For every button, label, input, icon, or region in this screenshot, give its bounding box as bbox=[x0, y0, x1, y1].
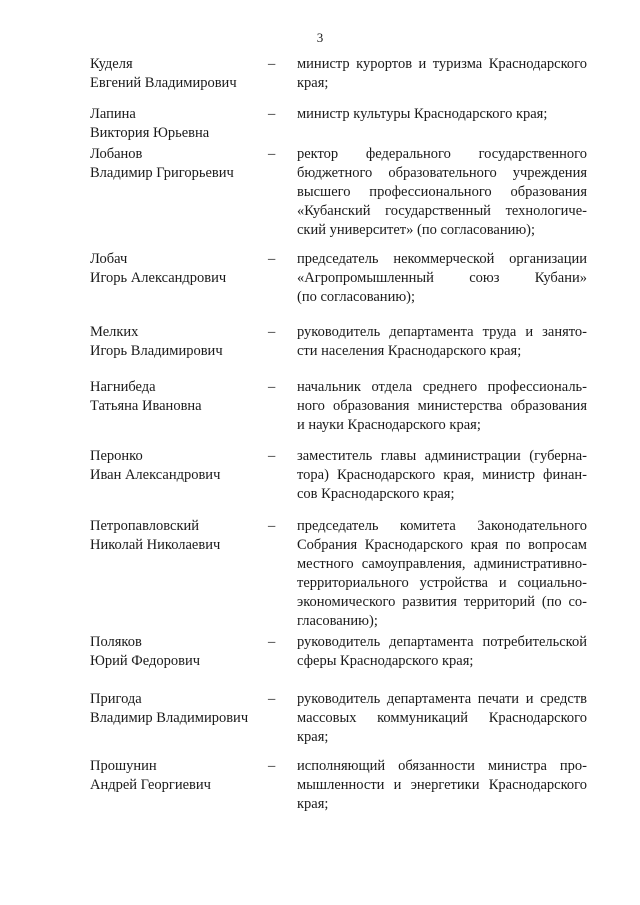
position-line: высшего профессионального образования bbox=[297, 184, 587, 200]
separator-dash: – bbox=[268, 758, 276, 774]
separator-dash: – bbox=[268, 251, 276, 267]
member-position bbox=[297, 105, 587, 124]
position-line: председатель некоммерческой организации bbox=[297, 251, 587, 267]
position-line: (по согласованию); bbox=[297, 289, 416, 305]
member-given-names: Владимир Владимирович bbox=[90, 710, 249, 726]
position-line: ский университет» (по согласованию); bbox=[297, 222, 536, 238]
member-surname: Куделя bbox=[90, 56, 133, 72]
member-position bbox=[297, 447, 587, 504]
member-position bbox=[297, 757, 587, 814]
position-line: мышленности и энергетики Краснодарского bbox=[297, 777, 587, 793]
member-given-names: Иван Александрович bbox=[90, 467, 221, 483]
member-position bbox=[297, 690, 587, 747]
member-position bbox=[297, 323, 587, 361]
member-given-names: Татьяна Ивановна bbox=[90, 398, 202, 414]
member-given-names: Виктория Юрьевна bbox=[90, 125, 210, 141]
member-surname: Прошунин bbox=[90, 758, 157, 774]
position-line: местного самоуправления, административно- bbox=[297, 556, 587, 572]
separator-dash: – bbox=[268, 324, 276, 340]
position-line: руководитель департамента труда и занято- bbox=[297, 324, 587, 340]
member-surname: Лобач bbox=[90, 251, 128, 267]
position-line: массовых коммуникаций Краснодарского bbox=[297, 710, 587, 726]
member-given-names: Игорь Владимирович bbox=[90, 343, 223, 359]
member-surname: Лобанов bbox=[90, 146, 143, 162]
member-name bbox=[90, 447, 265, 485]
position-line: начальник отдела среднего профессиональ- bbox=[297, 379, 587, 395]
position-line: территориального устройства и социально- bbox=[297, 575, 587, 591]
position-line: края; bbox=[297, 729, 329, 745]
member-surname: Нагнибеда bbox=[90, 379, 156, 395]
member-given-names: Николай Николаевич bbox=[90, 537, 221, 553]
member-surname: Петропавловский bbox=[90, 518, 200, 534]
separator-dash: – bbox=[268, 56, 276, 72]
position-line: «Агропромышленный союз Кубани» bbox=[297, 270, 587, 286]
position-line: министр культуры Краснодарского края; bbox=[297, 106, 548, 122]
position-line: сов Краснодарского края; bbox=[297, 486, 455, 502]
position-line: министр курортов и туризма Краснодарского bbox=[297, 56, 587, 72]
member-name bbox=[90, 517, 265, 555]
position-line: края; bbox=[297, 75, 329, 91]
position-line: гласованию); bbox=[297, 613, 378, 629]
position-line: бюджетного образовательного учреждения bbox=[297, 165, 587, 181]
position-line: тора) Краснодарского края, министр финан- bbox=[297, 467, 587, 483]
member-given-names: Юрий Федорович bbox=[90, 653, 201, 669]
position-line: руководитель департамента потребительской bbox=[297, 634, 587, 650]
member-name bbox=[90, 757, 265, 795]
member-name bbox=[90, 378, 265, 416]
position-line: края; bbox=[297, 796, 329, 812]
member-name bbox=[90, 55, 265, 93]
member-name bbox=[90, 633, 265, 671]
position-line: «Кубанский государственный технологиче- bbox=[297, 203, 587, 219]
member-given-names: Андрей Георгиевич bbox=[90, 777, 211, 793]
separator-dash: – bbox=[268, 106, 276, 122]
position-line: заместитель главы администрации (губерна- bbox=[297, 448, 587, 464]
position-line: сти населения Краснодарского края; bbox=[297, 343, 522, 359]
member-position bbox=[297, 55, 587, 93]
member-name bbox=[90, 250, 265, 288]
separator-dash: – bbox=[268, 448, 276, 464]
member-surname: Лапина bbox=[90, 106, 136, 122]
member-given-names: Игорь Александрович bbox=[90, 270, 227, 286]
separator-dash: – bbox=[268, 634, 276, 650]
member-position bbox=[297, 633, 587, 671]
member-surname: Мелких bbox=[90, 324, 139, 340]
separator-dash: – bbox=[268, 518, 276, 534]
member-position bbox=[297, 145, 587, 240]
member-given-names: Владимир Григорьевич bbox=[90, 165, 234, 181]
position-line: и науки Краснодарского края; bbox=[297, 417, 481, 433]
member-surname: Пригода bbox=[90, 691, 142, 707]
separator-dash: – bbox=[268, 691, 276, 707]
position-line: ного образования министерства образования bbox=[297, 398, 587, 414]
member-name bbox=[90, 105, 265, 143]
position-line: исполняющий обязанности министра про- bbox=[297, 758, 587, 774]
position-line: ректор федерального государственного bbox=[297, 146, 587, 162]
member-name bbox=[90, 145, 265, 183]
page-number: 3 bbox=[316, 30, 324, 45]
member-position bbox=[297, 378, 587, 435]
member-name bbox=[90, 690, 265, 728]
member-surname: Поляков bbox=[90, 634, 142, 650]
separator-dash: – bbox=[268, 146, 276, 162]
position-line: руководитель департамента печати и средств bbox=[297, 691, 587, 707]
member-given-names: Евгений Владимирович bbox=[90, 75, 237, 91]
position-line: Собрания Краснодарского края по вопросам bbox=[297, 537, 587, 553]
position-line: председатель комитета Законодательного bbox=[297, 518, 587, 534]
member-position bbox=[297, 517, 587, 631]
position-line: сферы Краснодарского края; bbox=[297, 653, 474, 669]
member-surname: Перонко bbox=[90, 448, 143, 464]
separator-dash: – bbox=[268, 379, 276, 395]
member-position bbox=[297, 250, 587, 307]
position-line: экономического развития территорий (по со- bbox=[297, 594, 587, 610]
member-name bbox=[90, 323, 265, 361]
